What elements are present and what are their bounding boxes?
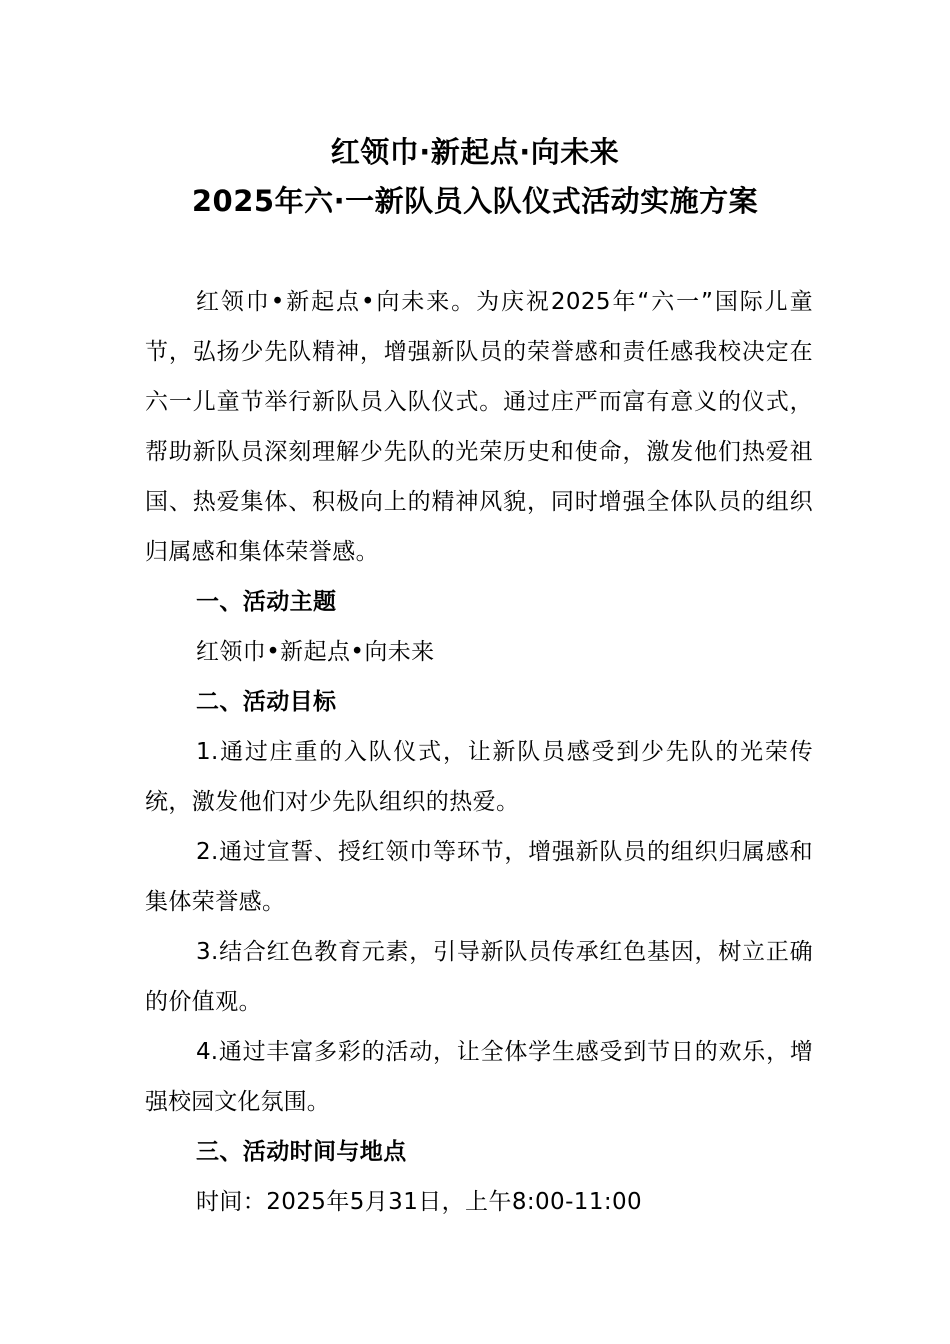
goal-item-1: 1.通过庄重的入队仪式，让新队员感受到少先队的光荣传统，激发他们对少先队组织的热爱。 [145,739,813,815]
intro-paragraph: 红领巾•新起点•向未来。为庆祝2025年“六一”国际儿童节，弘扬少先队精神，增强新队员的荣誉感和责任感我校决定在六一儿童节举行新队员入队仪式。通过庄严而富有意义的仪式，帮助新队员深刻理解少先队的光荣历史和使命，激发他们热爱祖国、热爱集体、积极向上的精神风貌，同时增强全体队员的组织归属感和集体荣誉感。 [145,289,813,565]
section-heading-time-place: 三、活动时间与地点 [196,1139,407,1165]
section-heading-theme: 一、活动主题 [196,589,337,615]
document-body [145,277,813,1227]
document-title-line1: 红领巾·新起点·向未来 [330,135,620,169]
time-text: 时间：2025年5月31日，上午8:00-11:00 [196,1189,643,1215]
goal-item-4: 4.通过丰富多彩的活动，让全体学生感受到节日的欢乐，增强校园文化氛围。 [145,1039,813,1115]
theme-text: 红领巾•新起点•向未来 [196,639,435,665]
goal-item-2: 2.通过宣誓、授红领巾等环节，增强新队员的组织归属感和集体荣誉感。 [145,839,813,915]
document-title-line2: 2025年六·一新队员入队仪式活动实施方案 [191,184,759,218]
goal-item-3: 3.结合红色教育元素，引导新队员传承红色基因，树立正确的价值观。 [145,939,813,1015]
section-heading-goals: 二、活动目标 [196,689,337,715]
